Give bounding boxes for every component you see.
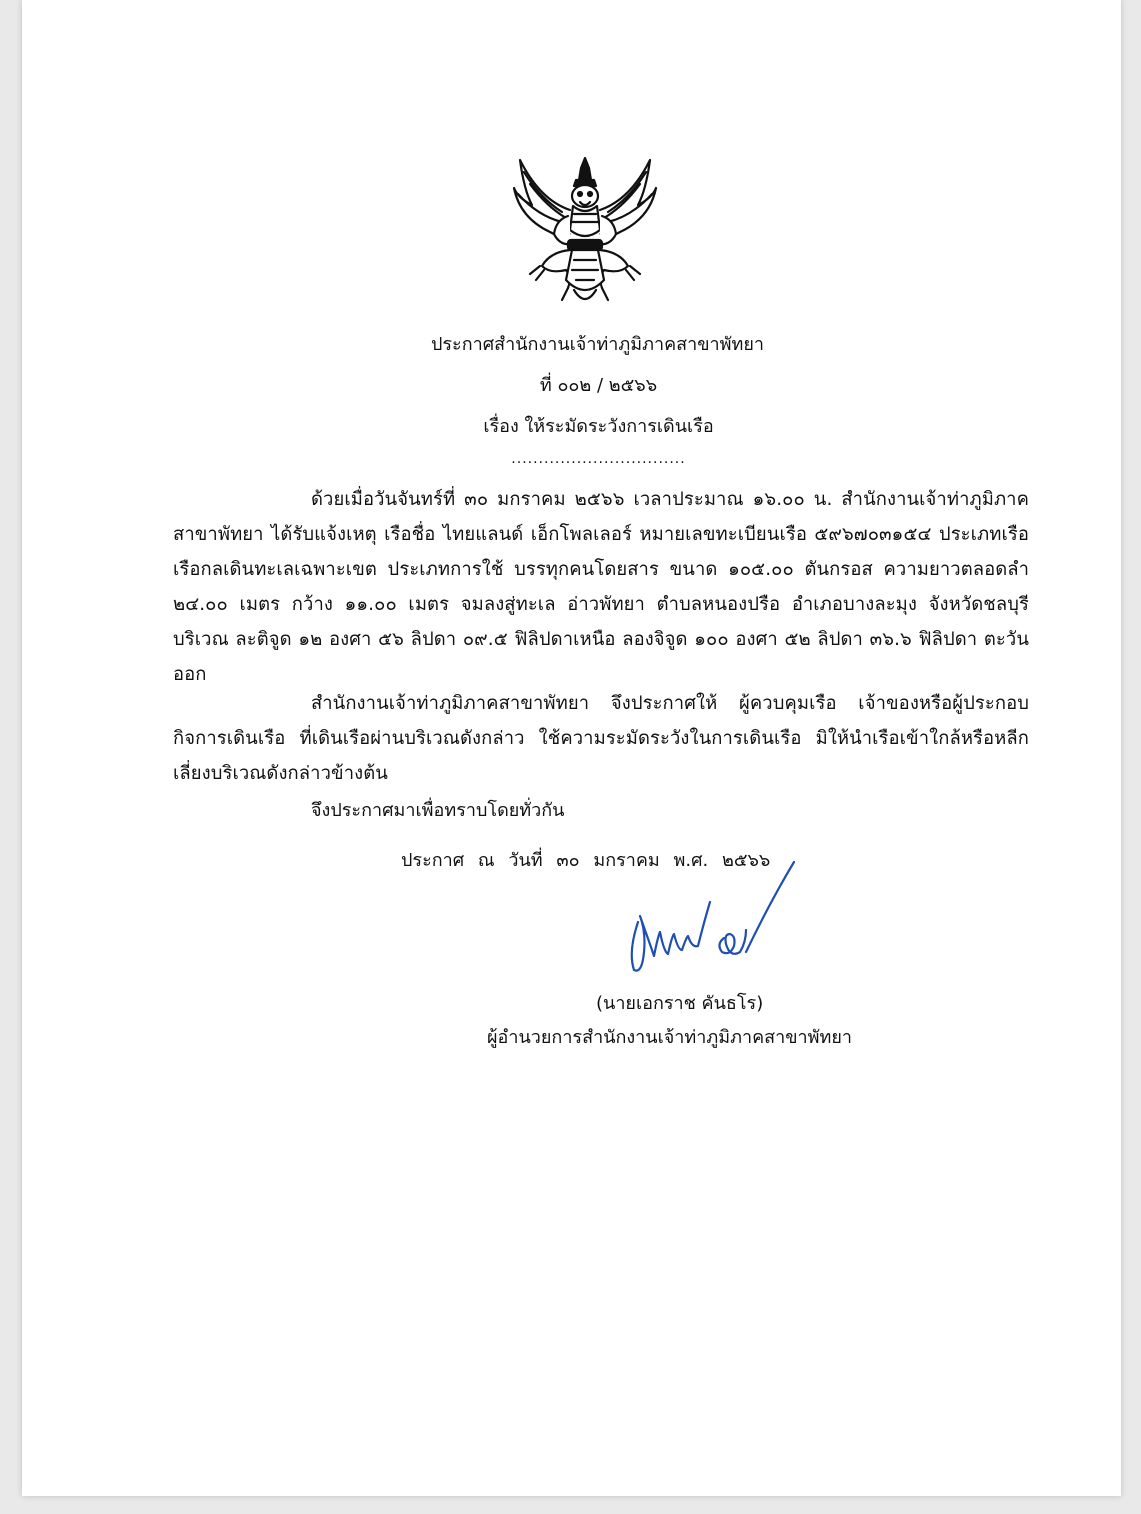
announcement-heading: ประกาศสำนักงานเจ้าท่าภูมิภาคสาขาพัทยา: [430, 334, 765, 355]
document-number: ที่ ๐๐๒ / ๒๕๖๖: [539, 375, 658, 396]
separator-dots: ................................: [511, 451, 686, 467]
handwritten-signature: [620, 852, 805, 982]
announcement-date: ประกาศ ณ วันที่ ๓๐ มกราคม พ.ศ. ๒๕๖๖: [401, 850, 771, 871]
signer-title: ผู้อำนวยการสำนักงานเจ้าท่าภูมิภาคสาขาพัทยา: [487, 1027, 853, 1048]
garuda-emblem-icon: [510, 150, 660, 310]
frame-left: [0, 0, 22, 1514]
signer-name: (นายเอกราช คันธโร): [596, 993, 764, 1014]
document-subject: เรื่อง ให้ระมัดระวังการเดินเรือ: [483, 416, 714, 437]
body-paragraph: ด้วยเมื่อวันจันทร์ที่ ๓๐ มกราคม ๒๕๖๖ เวลาประมาณ ๑๖.๐๐ น. สำนักงานเจ้าท่าภูมิภาคสาขาพัทยา ได้รับแจ้งเหตุ เรือชื่อ ไทยแลนด์ เอ็กโพลเลอร์ หมายเลขทะเบียนเรือ ๕๙๖๗๐๓๑๕๔ ประเภทเรือ เรือกลเดินทะเลเฉพาะเขต ประเภทการใช้ บรรทุกคนโดยสาร ขนาด ๑๐๕.๐๐ ตันกรอส ความยาวตลอดลำ ๒๔.๐๐ เมตร กว้าง ๑๑.๐๐ เมตร จมลงสู่ทะเล อ่าวพัทยา ตำบลหนองปรือ อำเภอบางละมุง จังหวัดชลบุรี บริเวณ ละติจูด ๑๒ องศา ๕๖ ลิปดา ๐๙.๕ ฟิลิปดาเหนือ ลองจิจูด ๑๐๐ องศา ๕๒ ลิปดา ๓๖.๖ ฟิลิปดา ตะวันออก: [173, 489, 1029, 685]
frame-bottom: [0, 1496, 1141, 1514]
body-paragraph: สำนักงานเจ้าท่าภูมิภาคสาขาพัทยา จึงประกาศให้ ผู้ควบคุมเรือ เจ้าของหรือผู้ประกอบกิจการเดินเรือ ที่เดินเรือผ่านบริเวณดังกล่าว ใช้ความระมัดระวังในการเดินเรือ มิให้นำเรือเข้าใกล้หรือหลีกเลี่ยงบริเวณดังกล่าวข้างต้น: [173, 693, 1029, 784]
frame-right: [1121, 0, 1141, 1514]
closing-line: จึงประกาศมาเพื่อทราบโดยทั่วกัน: [311, 800, 565, 821]
